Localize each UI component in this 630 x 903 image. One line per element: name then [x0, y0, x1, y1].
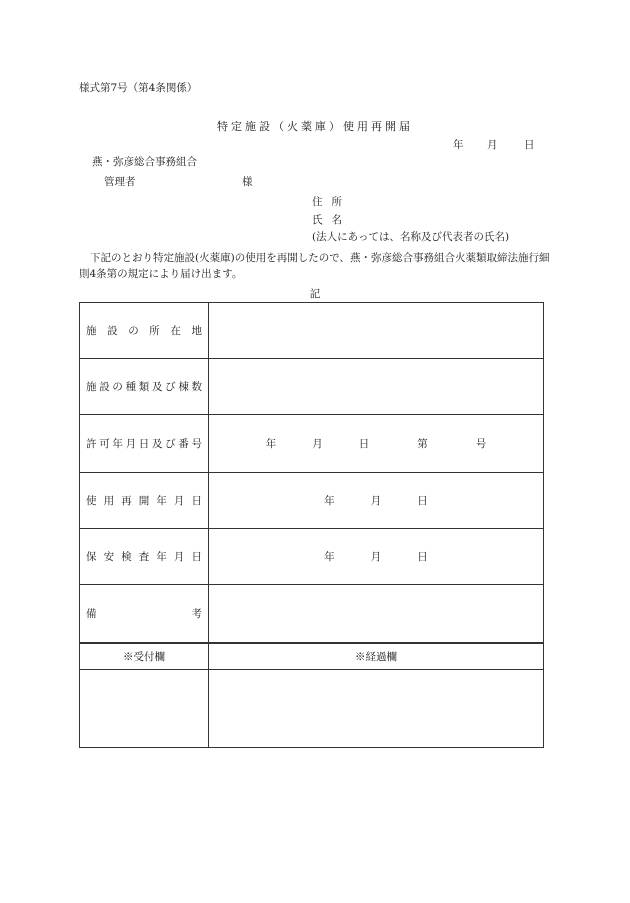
row-label	[80, 585, 209, 644]
year-label: 年	[265, 438, 277, 450]
label-char: 日	[191, 551, 202, 563]
document-title: 特定施設（火薬庫）使用再開届	[217, 120, 413, 133]
month-label: 月	[370, 495, 382, 507]
progress-header: ※経過欄	[209, 643, 544, 670]
spaced-label	[80, 549, 208, 564]
label-char: 月	[173, 551, 185, 563]
table-row	[80, 303, 544, 359]
label-char: 棟	[178, 381, 189, 393]
month-label: 月	[312, 438, 323, 450]
table-row	[80, 529, 544, 585]
remarks-field[interactable]	[209, 585, 544, 644]
day-label: 日	[417, 495, 428, 507]
remarks-label-left: 備	[86, 608, 97, 620]
label-char: 地	[191, 325, 202, 337]
table-row	[80, 415, 544, 473]
table-row	[80, 643, 544, 670]
year-label: 年	[324, 551, 335, 563]
label-char: 月	[125, 438, 137, 450]
table-row	[80, 359, 544, 415]
ki-heading: 記	[309, 288, 321, 300]
label-char: 用	[103, 495, 115, 507]
facility-type-count-field[interactable]	[209, 359, 544, 415]
label-char: び	[165, 438, 176, 450]
label-char: 保	[86, 551, 97, 563]
label-char: 種	[125, 381, 137, 393]
body-paragraph: 下記のとおり特定施設(火薬庫)の使用を再開したので、燕・弥彦総合事務組合火薬類取締法施行細則4条第の規定により届け出ます。	[79, 252, 550, 280]
receipt-field[interactable]	[80, 670, 209, 748]
label-char: 査	[138, 551, 150, 563]
address-label: 住所	[312, 196, 351, 208]
resume-date-field[interactable]	[209, 473, 544, 529]
row-label	[80, 473, 209, 529]
table-row	[80, 585, 544, 644]
label-char: 類	[138, 381, 150, 393]
row-label	[80, 415, 209, 473]
row-label	[80, 529, 209, 585]
spaced-label	[80, 436, 208, 451]
label-char: 月	[173, 495, 185, 507]
spaced-label	[80, 493, 208, 508]
year-label: 年	[324, 495, 335, 507]
inspection-date-field[interactable]	[209, 529, 544, 585]
label-char: 年	[156, 495, 167, 507]
progress-field[interactable]	[209, 670, 544, 748]
label-char: 再	[121, 495, 132, 507]
permit-date-number-field[interactable]	[209, 415, 544, 473]
label-char: 施	[86, 381, 97, 393]
label-char: 番	[178, 438, 189, 450]
day-label: 日	[417, 551, 428, 563]
inspection-date-values	[209, 549, 543, 564]
date-year-label: 年	[453, 139, 464, 151]
label-char: 及	[151, 438, 163, 450]
addressee-org: 燕・弥彦総合事務組合	[92, 156, 197, 168]
corporation-note: (法人にあっては、名称及び代表者の氏名)	[312, 231, 510, 243]
resume-date-values	[209, 493, 543, 508]
name-label: 氏名	[312, 214, 351, 226]
label-char: 所	[149, 325, 160, 337]
table-row	[80, 473, 544, 529]
label-char: 設	[107, 325, 118, 337]
label-char: 日	[138, 438, 150, 450]
label-char: 検	[121, 551, 132, 563]
row-label	[80, 303, 209, 359]
label-char: 開	[138, 495, 150, 507]
receipt-header: ※受付欄	[80, 643, 209, 670]
label-char: 許	[86, 438, 97, 450]
label-char: び	[165, 381, 176, 393]
date-month-label: 月	[487, 139, 498, 151]
addressee-role: 管理者	[104, 176, 136, 188]
dai-label: 第	[417, 438, 428, 450]
application-table	[79, 302, 544, 748]
spaced-label	[80, 323, 208, 338]
label-char: 号	[191, 438, 202, 450]
permit-date-values	[209, 436, 543, 451]
label-char: 年	[156, 551, 167, 563]
label-char: 設	[99, 381, 110, 393]
label-char: 安	[103, 551, 115, 563]
row-label	[80, 359, 209, 415]
table-row	[80, 670, 544, 748]
spaced-label	[80, 379, 208, 394]
go-label: 号	[475, 438, 487, 450]
label-char: の	[112, 381, 123, 393]
label-char: 及	[151, 381, 163, 393]
facility-location-field[interactable]	[209, 303, 544, 359]
addressee-honorific: 様	[242, 176, 253, 188]
label-char: の	[128, 325, 139, 337]
label-char: 日	[191, 495, 202, 507]
form-number: 様式第7号（第4条関係）	[79, 82, 198, 94]
label-char: 年	[112, 438, 123, 450]
label-char: 施	[86, 325, 97, 337]
label-char: 可	[99, 438, 110, 450]
month-label: 月	[370, 551, 382, 563]
day-label: 日	[358, 438, 370, 450]
remarks-label	[80, 606, 208, 621]
label-char: 数	[191, 381, 202, 393]
label-char: 使	[86, 495, 97, 507]
date-day-label: 日	[524, 139, 535, 151]
remarks-label-right: 考	[191, 608, 202, 620]
label-char: 在	[170, 325, 181, 337]
